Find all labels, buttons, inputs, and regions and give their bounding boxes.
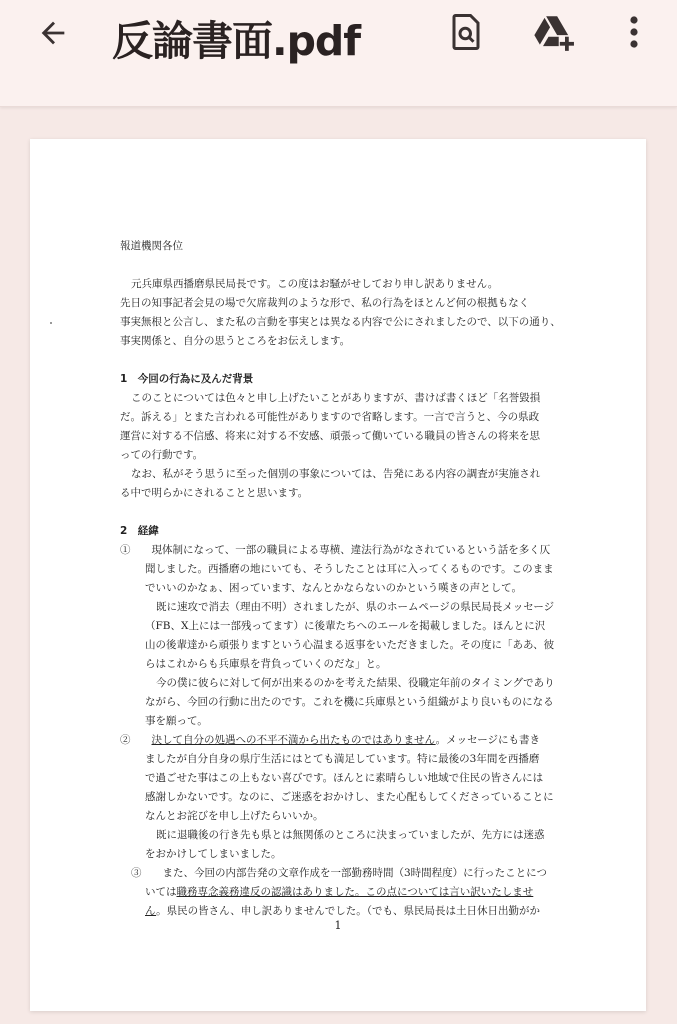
line-text: 既に退職後の行き先も県とは無関係のところに決まっていましたが、先方には迷惑 (156, 829, 545, 841)
document-line (120, 636, 570, 655)
line-text: 既に速攻で消去（理由不明）されましたが、県のホームページの県民局長メッセージ (156, 601, 555, 613)
paragraph-gap (120, 503, 570, 522)
more-options-button[interactable] (610, 8, 658, 56)
line-tail-text: 。メッセージにも書き (435, 734, 541, 746)
document-line (120, 883, 570, 902)
document-line (120, 389, 570, 408)
document-line (120, 769, 570, 788)
document-line (120, 845, 570, 864)
app-toolbar (0, 0, 677, 107)
document-line (120, 484, 570, 503)
document-line (120, 427, 570, 446)
document-line (120, 617, 570, 636)
line-text: をおかけしてしまいました。 (145, 848, 282, 860)
line-text: なお、私がそう思うに至った個別の事象については、告発にある内容の調査が実施され (131, 468, 541, 480)
scan-speck (50, 322, 52, 324)
section-heading (120, 522, 570, 541)
document-line (120, 826, 570, 845)
pdf-page (30, 139, 646, 1011)
section-heading (120, 370, 570, 389)
document-line (120, 465, 570, 484)
document-line (120, 750, 570, 769)
line-text: らはこれからも兵庫県を背負っていくのだな」と。 (145, 658, 387, 670)
document-line (120, 408, 570, 427)
document-line (120, 541, 570, 560)
line-text: ③ また、今回の内部告発の文章作成を一部勤務時間（3時間程度）に行ったことにつ (131, 867, 547, 879)
line-text: で過ごせた事はこの上もない喜びです。ほんとに素晴らしい地域で住民の皆さんには (145, 772, 544, 784)
line-text: 2 経緯 (120, 525, 159, 537)
line-text: でいいのかなぁ、困っています、なんとかならないのかという嘆きの声として。 (145, 582, 522, 594)
line-text: だ。訴える」とまた言われる可能性がありますので省略します。一言で言うと、今の県政 (120, 411, 540, 423)
underlined-text: ん (145, 905, 157, 917)
document-line (120, 674, 570, 693)
document-line (120, 579, 570, 598)
line-text: 山の後輩達から頑張りますという心温まる返事をいただきました。その度に「ああ、彼 (145, 639, 555, 651)
document-body (120, 237, 570, 921)
document-line (120, 313, 570, 332)
line-text: 報道機関各位 (120, 240, 183, 252)
line-text: 聞しました。西播磨の地にいても、そうしたことは耳に入ってくるものです。このまま (145, 563, 554, 575)
paragraph-gap (120, 351, 570, 370)
document-line (120, 332, 570, 351)
more-vert-icon (628, 14, 640, 50)
page-number: 1 (334, 919, 342, 932)
document-title: 反論書面.pdf (112, 17, 361, 65)
line-text: る中で明らかにされることと思います。 (120, 487, 309, 499)
line-text: っての行動です。 (120, 449, 204, 461)
document-line (120, 655, 570, 674)
document-line (120, 237, 570, 256)
document-line (120, 864, 570, 883)
line-text: 事実無根と公言し、また私の言動を事実とは異なる内容で公にされましたので、以下の通り、 (120, 316, 561, 328)
line-text: ② (120, 734, 152, 746)
underlined-text: 職務専念義務違反の認識はありました。この点については言い訳いたしませ (176, 886, 534, 898)
line-text: ① 現体制になって、一部の職員による専横、違法行為がなされているという話を多く仄 (120, 544, 551, 556)
paragraph-gap (120, 256, 570, 275)
add-to-drive-icon (532, 12, 576, 52)
back-button[interactable] (30, 10, 76, 56)
line-text: 運営に対する不信感、将来に対する不安感、頑張って働いている職員の皆さんの将来を思 (120, 430, 540, 442)
line-text: いては (145, 886, 177, 898)
line-text: このことについては色々と申し上げたいことがありますが、書けば書くほど「名誉毀損 (131, 392, 541, 404)
line-text: ましたが自分自身の県庁生活にはとても満足しています。特に最後の3年間を西播磨 (145, 753, 540, 765)
line-text: ながら、今回の行動に出たのです。これを機に兵庫県という組織がより良いものになる (145, 696, 554, 708)
line-tail-text: 。県民の皆さん、申し訳ありませんでした。（でも、県民局長は土日休日出勤がか (156, 905, 541, 917)
document-line (120, 693, 570, 712)
line-text: 先日の知事記者会見の場で欠席裁判のような形で、私の行為をほとんど何の根拠もなく (120, 297, 530, 309)
line-text: （FB、X上には一部残ってます）に後輩たちへのエールを掲載しました。ほんとに沢 (145, 620, 546, 632)
document-line (120, 788, 570, 807)
line-text: 事実関係と、自分の思うところをお伝えします。 (120, 335, 351, 347)
document-line (120, 807, 570, 826)
line-text: なんとお詫びを申し上げたらいいか。 (145, 810, 324, 822)
arrow-left-icon (36, 16, 70, 50)
document-line (120, 275, 570, 294)
line-text: 事を願って。 (145, 715, 208, 727)
line-text: 1 今回の行為に及んだ背景 (120, 373, 254, 385)
search-document-icon (448, 12, 484, 52)
line-text: 感謝しかないです。なのに、ご迷惑をおかけし、また心配もしてくださっていることに (145, 791, 554, 803)
document-line (120, 598, 570, 617)
add-to-drive-button[interactable] (530, 8, 578, 56)
line-text: 元兵庫県西播磨県民局長です。この度はお騒がせしており申し訳ありません。 (131, 278, 499, 290)
line-text: 今の僕に彼らに対して何が出来るのかを考えた結果、役職定年前のタイミングであり (156, 677, 555, 689)
document-line (120, 731, 570, 750)
underlined-text: 決して自分の処遇への不平不満から出たものではありません (151, 734, 436, 746)
search-document-button[interactable] (442, 8, 490, 56)
document-line (120, 712, 570, 731)
document-line (120, 294, 570, 313)
document-line (120, 560, 570, 579)
document-line (120, 446, 570, 465)
